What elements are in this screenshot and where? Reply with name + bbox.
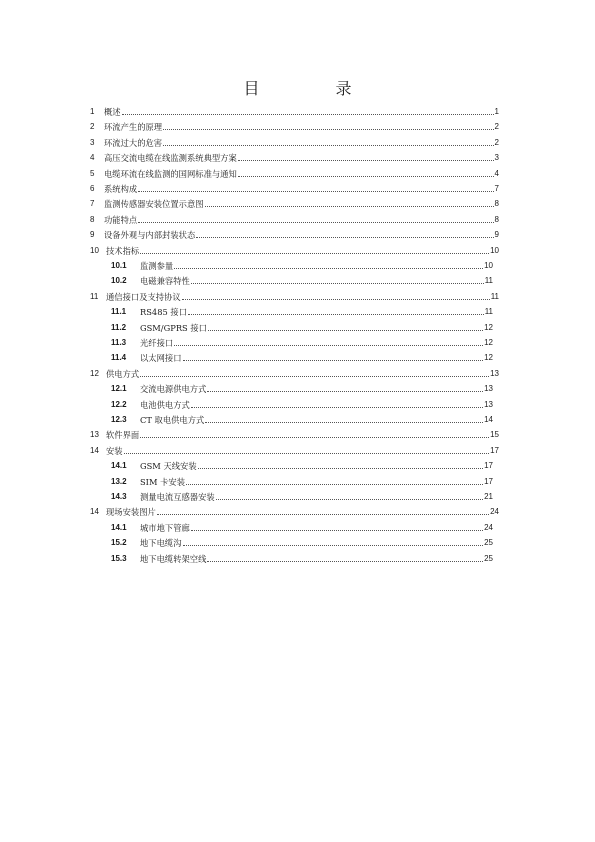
toc-entry-number: 10 bbox=[90, 245, 99, 255]
toc-entry-number: 4 bbox=[90, 153, 95, 163]
toc-entry[interactable] bbox=[90, 134, 499, 148]
toc-entry-label: 通信接口及支持协议 bbox=[106, 291, 181, 302]
toc-dot-leader bbox=[183, 544, 484, 546]
toc-dot-leader bbox=[207, 390, 483, 392]
toc-entry-page: 10 bbox=[484, 261, 493, 270]
toc-entry-label: 测量电流互感器安装 bbox=[140, 492, 215, 502]
toc-dot-leader bbox=[191, 529, 483, 531]
toc-entry-number: 14.1 bbox=[111, 522, 127, 532]
toc-entry-number: 5 bbox=[90, 168, 95, 178]
toc-entry-number: 12.1 bbox=[111, 384, 127, 394]
toc-entry-page: 14 bbox=[484, 415, 493, 424]
toc-entry-label: 现场安装图片 bbox=[106, 507, 156, 518]
toc-entry-page: 7 bbox=[494, 184, 499, 193]
toc-dot-leader bbox=[191, 282, 484, 284]
toc-dot-leader bbox=[191, 406, 483, 408]
toc-dot-leader bbox=[205, 205, 494, 207]
toc-entry-label: 地下电缆沟 bbox=[140, 538, 182, 549]
toc-entry-page: 11 bbox=[484, 276, 493, 286]
toc-entry-label: RS485 接口 bbox=[140, 307, 187, 318]
toc-dot-leader bbox=[238, 159, 494, 161]
toc-entry-page: 24 bbox=[490, 507, 499, 517]
toc-dot-leader bbox=[140, 252, 489, 254]
toc-entry-label: 系统构成 bbox=[104, 184, 138, 194]
toc-entry-page: 3 bbox=[494, 153, 499, 163]
toc-entry-page: 17 bbox=[490, 445, 499, 455]
toc-entry-number: 10.2 bbox=[111, 276, 127, 286]
toc-dot-leader bbox=[207, 560, 483, 562]
toc-entry-number: 14.3 bbox=[111, 492, 127, 501]
toc-dot-leader bbox=[183, 359, 484, 361]
toc-entry-label: 供电方式 bbox=[106, 368, 140, 379]
toc-entry-number: 2 bbox=[90, 122, 95, 132]
toc-dot-leader bbox=[174, 344, 483, 346]
toc-dot-leader bbox=[140, 375, 489, 377]
toc-entry-page: 25 bbox=[484, 553, 493, 563]
toc-entry-page: 13 bbox=[484, 399, 493, 409]
toc-entry-number: 11.3 bbox=[111, 338, 127, 347]
toc-dot-leader bbox=[198, 467, 483, 469]
toc-entry-label: 电磁兼容特性 bbox=[140, 276, 190, 287]
toc-dot-leader bbox=[174, 267, 483, 269]
toc-entry-page: 12 bbox=[484, 322, 493, 332]
toc-entry-page: 8 bbox=[494, 214, 499, 224]
toc-entry-label: 概述 bbox=[104, 107, 121, 117]
toc-entry[interactable] bbox=[111, 334, 493, 348]
toc-entry[interactable] bbox=[90, 288, 499, 302]
toc-entry[interactable] bbox=[111, 550, 493, 564]
toc-entry-number: 6 bbox=[90, 184, 95, 193]
toc-dot-leader bbox=[163, 144, 493, 146]
toc-entry-number: 14 bbox=[90, 445, 99, 455]
toc-dot-leader bbox=[238, 175, 494, 177]
toc-entry-label: 环流产生的原理 bbox=[104, 122, 163, 133]
toc-dot-leader bbox=[138, 221, 493, 223]
toc-entry-page: 13 bbox=[484, 384, 493, 394]
toc-entry[interactable] bbox=[90, 503, 499, 517]
toc-entry[interactable] bbox=[90, 180, 499, 194]
toc-entry-number: 9 bbox=[90, 230, 95, 240]
toc-entry-label: 环流过大的危害 bbox=[104, 137, 163, 148]
toc-entry[interactable] bbox=[90, 149, 499, 163]
toc-entry[interactable] bbox=[111, 380, 493, 394]
toc-entry-label: 交流电源供电方式 bbox=[140, 384, 207, 395]
toc-entry-label: GSM/GPRS 接口 bbox=[140, 322, 207, 333]
toc-entry-page: 4 bbox=[494, 168, 499, 178]
toc-dot-leader bbox=[124, 452, 489, 454]
toc-entry[interactable] bbox=[90, 118, 499, 132]
toc-entry-number: 1 bbox=[90, 107, 95, 116]
toc-entry[interactable] bbox=[111, 319, 493, 333]
toc-entry[interactable] bbox=[111, 534, 493, 548]
toc-entry-page: 11 bbox=[490, 291, 499, 301]
toc-entry-label: 高压交流电缆在线监测系统典型方案 bbox=[104, 153, 237, 164]
toc-dot-leader bbox=[196, 236, 493, 238]
toc-entry[interactable] bbox=[90, 242, 499, 256]
toc-entry-label: 以太网接口 bbox=[140, 353, 182, 364]
toc-dot-leader bbox=[138, 190, 493, 192]
toc-dot-leader bbox=[157, 513, 489, 515]
toc-entry[interactable] bbox=[111, 303, 493, 317]
toc-entry-page: 2 bbox=[494, 122, 499, 132]
toc-entry-label: 光纤接口 bbox=[140, 338, 174, 348]
toc-entry-label: 安装 bbox=[106, 445, 123, 456]
toc-entry-page: 12 bbox=[484, 338, 493, 347]
toc-dot-leader bbox=[163, 128, 493, 130]
toc-entry[interactable] bbox=[111, 272, 493, 286]
toc-entry-number: 15.3 bbox=[111, 553, 127, 563]
toc-title: 目 录 bbox=[243, 79, 382, 98]
toc-entry[interactable] bbox=[111, 411, 493, 425]
toc-entry-number: 15.2 bbox=[111, 538, 127, 548]
toc-entry-number: 12 bbox=[90, 368, 99, 378]
toc-entry-label: CT 取电供电方式 bbox=[140, 415, 205, 425]
toc-entry-label: 城市地下管廊 bbox=[140, 522, 190, 533]
toc-entry-label: SIM 卡安装 bbox=[140, 476, 185, 487]
toc-entry-label: 电池供电方式 bbox=[140, 399, 190, 410]
toc-dot-leader bbox=[205, 421, 483, 423]
toc-entry-label: 监测参量 bbox=[140, 261, 174, 271]
toc-entry[interactable] bbox=[111, 257, 493, 271]
toc-entry-page: 15 bbox=[490, 430, 499, 440]
toc-dot-leader bbox=[122, 113, 494, 115]
toc-entry[interactable] bbox=[111, 519, 493, 533]
toc-entry[interactable] bbox=[90, 442, 499, 456]
toc-entry-label: GSM 天线安装 bbox=[140, 461, 197, 472]
toc-entry[interactable] bbox=[90, 426, 499, 440]
toc-entry-label: 软件界面 bbox=[106, 430, 140, 441]
toc-entry[interactable] bbox=[90, 103, 499, 117]
toc-entry[interactable] bbox=[90, 365, 499, 379]
toc-entry-number: 11 bbox=[90, 291, 99, 301]
toc-entry-number: 11.2 bbox=[111, 322, 127, 332]
toc-entry-label: 功能特点 bbox=[104, 214, 138, 225]
toc-entry-page: 21 bbox=[484, 492, 493, 501]
toc-entry-page: 17 bbox=[484, 476, 493, 486]
toc-entry[interactable] bbox=[90, 195, 499, 209]
toc-entry[interactable] bbox=[111, 457, 493, 471]
toc-entry-number: 12.3 bbox=[111, 415, 127, 424]
toc-entry-label: 电缆环流在线监测的国网标准与通知 bbox=[104, 168, 237, 179]
toc-entry[interactable] bbox=[90, 226, 499, 240]
toc-entry-number: 12.2 bbox=[111, 399, 127, 409]
toc-entry-number: 11.4 bbox=[111, 353, 127, 363]
toc-entry[interactable] bbox=[90, 165, 499, 179]
toc-entry-number: 13.2 bbox=[111, 476, 127, 486]
toc-entry-page: 2 bbox=[494, 137, 499, 147]
toc-entry-number: 14 bbox=[90, 507, 99, 517]
toc-entry-page: 24 bbox=[484, 522, 493, 532]
toc-entry-number: 10.1 bbox=[111, 261, 127, 270]
toc-entry-label: 技术指标 bbox=[106, 245, 140, 256]
toc-entry[interactable] bbox=[111, 349, 493, 363]
toc-entry-number: 13 bbox=[90, 430, 99, 440]
toc-dot-leader bbox=[216, 498, 483, 500]
toc-entry-label: 设备外观与内部封装状态 bbox=[104, 230, 196, 241]
toc-entry-label: 监测传感器安装位置示意图 bbox=[104, 199, 204, 210]
toc-entry[interactable] bbox=[111, 488, 493, 502]
toc-entry[interactable] bbox=[90, 211, 499, 225]
toc-dot-leader bbox=[208, 329, 483, 331]
toc-entry-label: 地下电缆转架空线 bbox=[140, 553, 207, 564]
toc-entry-page: 8 bbox=[494, 199, 499, 209]
toc-dot-leader bbox=[188, 313, 484, 315]
toc-entry-page: 12 bbox=[484, 353, 493, 363]
toc-entry-number: 8 bbox=[90, 214, 95, 224]
toc-entry-page: 10 bbox=[490, 245, 499, 255]
toc-entry-page: 13 bbox=[490, 368, 499, 378]
toc-entry-page: 17 bbox=[484, 461, 493, 471]
toc-entry-page: 1 bbox=[494, 107, 499, 116]
toc-entry-number: 11.1 bbox=[111, 307, 127, 317]
toc-entry[interactable] bbox=[111, 396, 493, 410]
toc-dot-leader bbox=[140, 436, 489, 438]
toc-entry-page: 9 bbox=[494, 230, 499, 240]
toc-entry-page: 11 bbox=[484, 307, 493, 317]
toc-dot-leader bbox=[182, 298, 490, 300]
toc-dot-leader bbox=[186, 483, 483, 485]
toc-entry-number: 14.1 bbox=[111, 461, 127, 471]
toc-entry-page: 25 bbox=[484, 538, 493, 548]
toc-entry[interactable] bbox=[111, 473, 493, 487]
toc-entry-number: 3 bbox=[90, 137, 95, 147]
toc-entry-number: 7 bbox=[90, 199, 95, 209]
